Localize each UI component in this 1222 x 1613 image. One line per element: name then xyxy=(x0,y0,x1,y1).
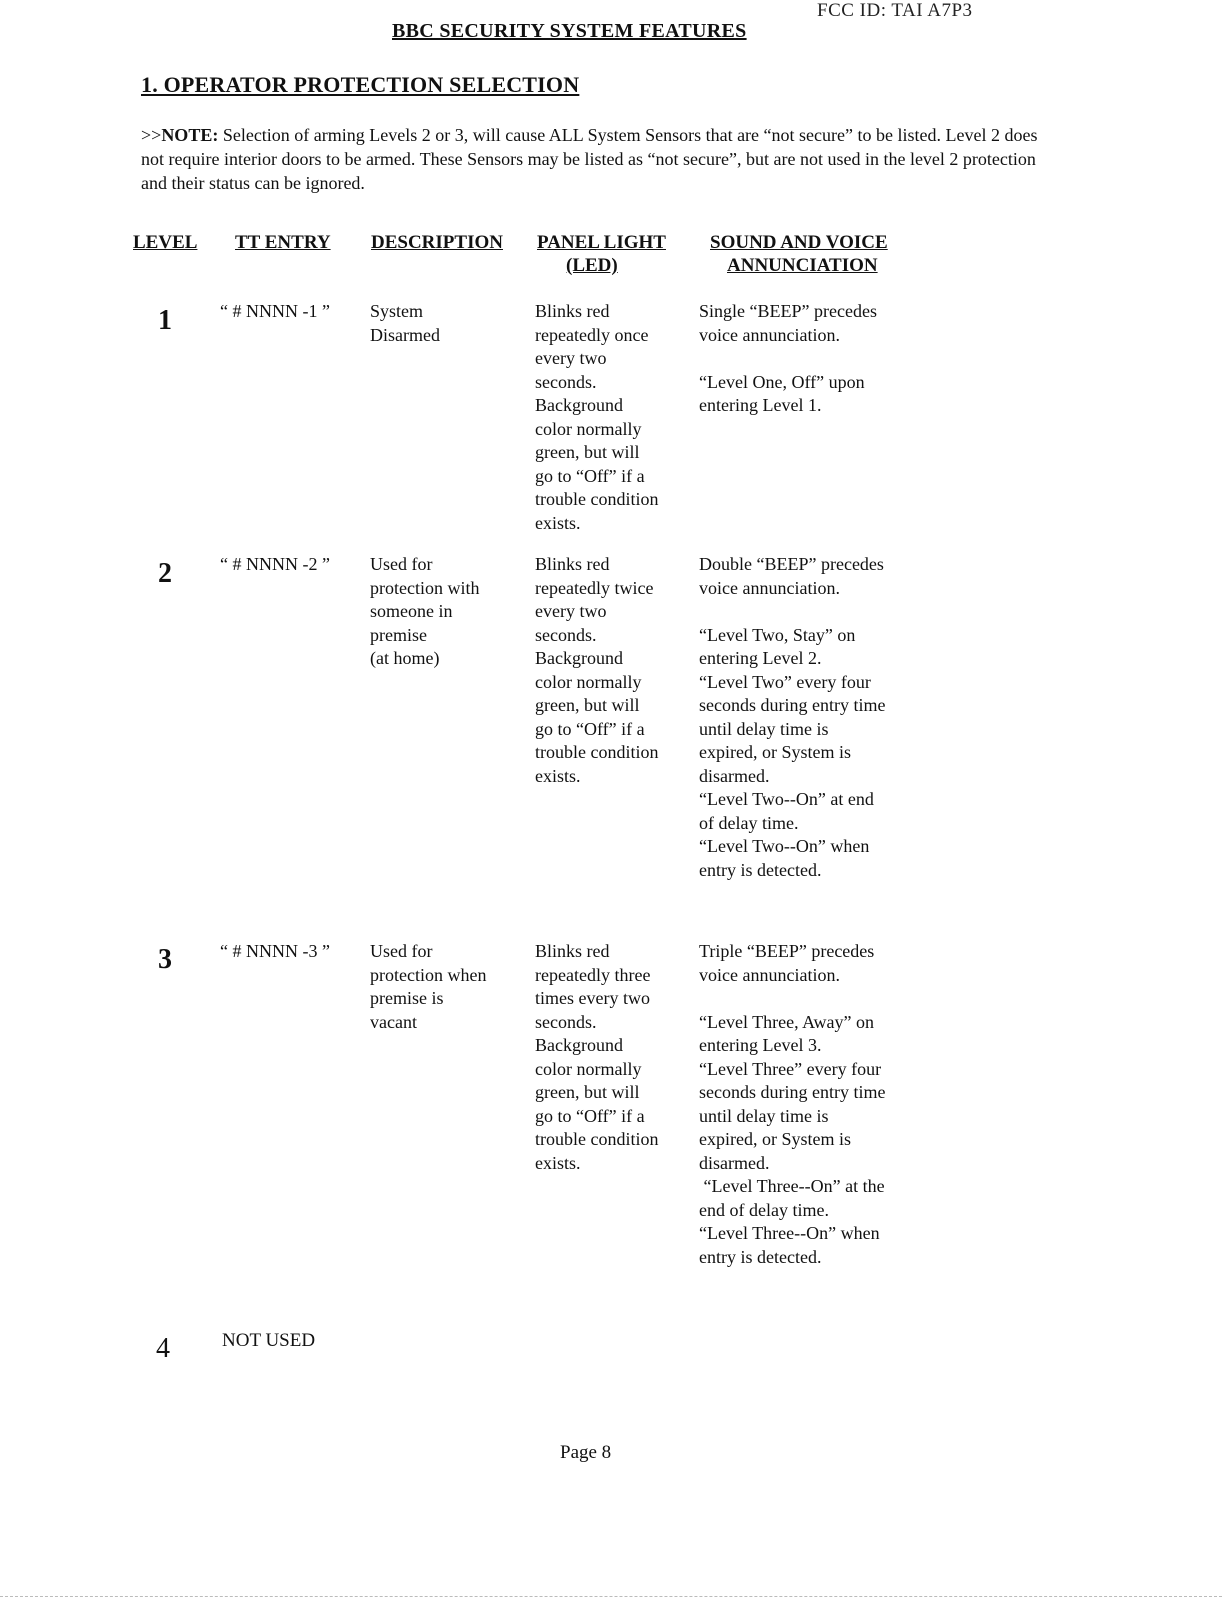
panel-light-line: every two xyxy=(535,348,607,368)
description-line: vacant xyxy=(370,1011,417,1032)
note-prefix: >> xyxy=(141,125,162,145)
sound-line: until delay time is xyxy=(699,718,829,739)
panel-light-line: Background xyxy=(535,648,623,668)
not-used-text: NOT USED xyxy=(222,1330,316,1351)
sound-line: seconds during entry time xyxy=(699,1082,886,1102)
note-paragraph xyxy=(141,123,1041,195)
description-line: Used for xyxy=(370,554,433,574)
description-line: System xyxy=(370,301,424,321)
level-number: 4 xyxy=(156,1333,170,1364)
sound-line: “Level Two--On” when xyxy=(699,836,870,856)
fcc-id: FCC ID: TAI A7P3 xyxy=(817,0,973,21)
header-level: LEVEL xyxy=(133,232,198,253)
sound-line: voice annunciation. xyxy=(699,964,840,985)
sound-line: of delay time. xyxy=(699,812,799,833)
header-tt-entry: TT ENTRY xyxy=(235,232,331,253)
sound-cell xyxy=(699,553,885,882)
panel-light-line: repeatedly twice xyxy=(535,577,654,598)
panel-light-line: every two xyxy=(535,601,607,621)
sound-line: Single “BEEP” precedes xyxy=(699,301,877,321)
panel-light-line: Blinks red xyxy=(535,301,610,321)
description-line: Used for xyxy=(370,941,433,961)
panel-light-line: Blinks red xyxy=(535,554,610,574)
header-annunciation: ANNUNCIATION xyxy=(727,255,878,276)
sound-line: entering Level 1. xyxy=(699,395,822,415)
panel-light-line: go to “Off” if a xyxy=(535,1105,645,1126)
panel-light-cell xyxy=(535,940,658,1175)
description-line: Disarmed xyxy=(370,324,440,345)
panel-light-line: seconds. xyxy=(535,1011,597,1032)
panel-light-line: green, but will xyxy=(535,1082,640,1102)
sound-line: expired, or System is xyxy=(699,1129,851,1149)
panel-light-line: seconds. xyxy=(535,371,597,392)
description-line: someone in xyxy=(370,601,453,621)
note-text: Selection of arming Levels 2 or 3, will cause ALL System Sensors that are “not secure” to be listed. Level 2 does not require interior doors to be armed. These Sensors may be listed as “not secure”, but are not used in the level 2 protection and their status can be ignored. xyxy=(141,125,1038,193)
panel-light-line: green, but will xyxy=(535,442,640,462)
sound-line: “Level Three--On” when xyxy=(699,1223,880,1243)
panel-light-line: trouble condition xyxy=(535,1129,659,1149)
panel-light-line: seconds. xyxy=(535,624,597,645)
sound-line: Double “BEEP” precedes xyxy=(699,554,884,574)
sound-line: disarmed. xyxy=(699,1152,770,1173)
sound-line: entry is detected. xyxy=(699,859,822,880)
panel-light-line: Background xyxy=(535,1035,623,1055)
sound-line xyxy=(699,987,885,1011)
panel-light-line: go to “Off” if a xyxy=(535,465,645,486)
panel-light-line: green, but will xyxy=(535,695,640,715)
scan-edge-divider xyxy=(0,1596,1222,1597)
sound-line: “Level Two, Stay” on xyxy=(699,624,856,645)
description-cell xyxy=(370,553,479,671)
sound-line xyxy=(699,347,877,371)
sound-line: expired, or System is xyxy=(699,742,851,762)
description-line: premise xyxy=(370,624,427,645)
header-panel-light-led: (LED) xyxy=(566,255,618,276)
panel-light-line: color normally xyxy=(535,418,642,439)
description-line: premise is xyxy=(370,988,444,1008)
description-line: protection when xyxy=(370,964,487,985)
section-title: 1. OPERATOR PROTECTION SELECTION xyxy=(141,72,580,97)
sound-line: seconds during entry time xyxy=(699,695,886,715)
header-panel-light: PANEL LIGHT xyxy=(537,232,666,253)
sound-line: voice annunciation. xyxy=(699,577,840,598)
level-number: 3 xyxy=(158,944,172,975)
description-line: (at home) xyxy=(370,648,440,668)
description-cell xyxy=(370,300,440,347)
level-number: 1 xyxy=(158,305,172,336)
sound-line: “Level Two” every four xyxy=(699,671,871,692)
sound-line: entering Level 2. xyxy=(699,648,822,668)
sound-line: until delay time is xyxy=(699,1105,829,1126)
sound-line: “Level One, Off” upon xyxy=(699,371,865,392)
panel-light-cell xyxy=(535,553,658,788)
sound-line: “Level Three, Away” on xyxy=(699,1011,874,1032)
tt-entry: “ # NNNN -1 ” xyxy=(220,301,330,321)
header-description: DESCRIPTION xyxy=(371,232,503,253)
tt-entry: “ # NNNN -2 ” xyxy=(220,554,330,574)
panel-light-line: go to “Off” if a xyxy=(535,718,645,739)
panel-light-line: Blinks red xyxy=(535,941,610,961)
sound-line: “Level Three” every four xyxy=(699,1058,882,1079)
sound-line: disarmed. xyxy=(699,765,770,786)
tt-entry: “ # NNNN -3 ” xyxy=(220,941,330,961)
header-sound-voice: SOUND AND VOICE xyxy=(710,232,888,253)
sound-cell xyxy=(699,300,877,418)
panel-light-line: color normally xyxy=(535,671,642,692)
panel-light-line: repeatedly once xyxy=(535,324,649,345)
sound-line: “Level Three--On” at the xyxy=(699,1176,885,1196)
panel-light-line: exists. xyxy=(535,1152,581,1173)
sound-line: entering Level 3. xyxy=(699,1035,822,1055)
sound-line: entry is detected. xyxy=(699,1246,822,1267)
sound-line xyxy=(699,600,885,624)
panel-light-line: exists. xyxy=(535,512,581,533)
sound-line: voice annunciation. xyxy=(699,324,840,345)
panel-light-line: color normally xyxy=(535,1058,642,1079)
panel-light-line: exists. xyxy=(535,765,581,786)
document-title: BBC SECURITY SYSTEM FEATURES xyxy=(392,20,747,42)
sound-line: Triple “BEEP” precedes xyxy=(699,941,875,961)
panel-light-cell xyxy=(535,300,658,535)
note-label: NOTE: xyxy=(161,125,219,145)
level-number: 2 xyxy=(158,558,172,589)
sound-line: end of delay time. xyxy=(699,1199,829,1220)
description-line: protection with xyxy=(370,577,480,598)
panel-light-line: trouble condition xyxy=(535,742,659,762)
sound-line: “Level Two--On” at end xyxy=(699,789,874,809)
description-cell xyxy=(370,940,486,1034)
panel-light-line: times every two xyxy=(535,988,650,1008)
panel-light-line: Background xyxy=(535,395,623,415)
page-number: Page 8 xyxy=(560,1442,612,1463)
panel-light-line: repeatedly three xyxy=(535,964,651,985)
panel-light-line: trouble condition xyxy=(535,489,659,509)
sound-cell xyxy=(699,940,885,1269)
